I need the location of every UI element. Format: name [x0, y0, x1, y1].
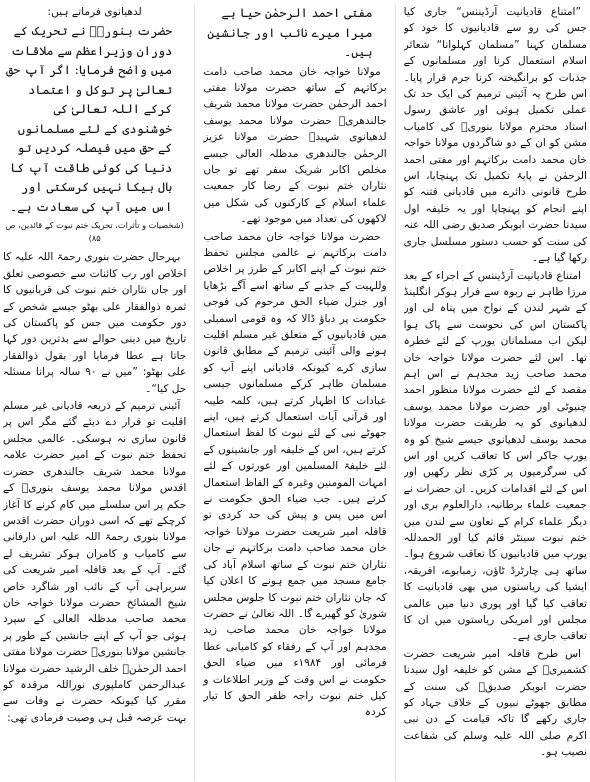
paragraph: اس طرح قافلہ امیر شریعت حضرت کشمیریؒ کے مشن کو خلیفہ اول سیدنا حضرت ابوبکر صدیقؓ کی سنت کے مطابق جھوٹے نبیوں کے خلاف جہاد کو جاری رکھے گا تاکہ قیامت کے دن نبی اکرم صلی اللہ علیہ وسلم کی شفاعت نصیب ہو۔	[403, 647, 587, 759]
paragraph: بہرحال حضرت بنوری رحمۃ اللہ علیہ کا اخلاص اور رب کائنات سے خصوصی تعلق اور جاں نثاران ختم نبوت کی قربانیوں کا ثمرہ ذوالفقار علی بھٹو جیسے شخص کے دور حکومت میں جس کو پاکستان کی تاریخ میں دینی حوالے سے بدترین دور کہا جاتا ہے عطا فرمایا اور بقول ذوالفقار علی بھٹو: ”میں نے ۹۰ سالہ پرانا مسئلہ حل کیا“۔	[3, 251, 187, 395]
lead-in: لدھیانوی فرماتے ہیں:	[47, 6, 142, 18]
paragraph: حضرت مولانا خواجہ خان محمد صاحب دامت برکاتہم نے عالمی مجلس تحفظ ختم نبوت کے اپنے اکابر کے طرز پر اخلاص وللہیت کے جذبے کے ساتھ اسے آگے بڑھایا اور جنرل ضیاء الحق مرحوم کی فوجی حکومت پر دباؤ ڈالا کہ وہ قومی اسمبلی میں قادیانیوں کے متعلق غیر مسلم اقلیت ہونے والی آئینی ترمیم کے مطابق قانون سازی کرے کیونکہ قادیانی اپنے آپ کو مسلمان ظاہر کرکے مسلمانوں جیسی عبادات کا اظہار کرتے ہیں، کلمہ طیبہ اور قرآنی آیات استعمال کرتے ہیں، اپنے جھوٹے نبی کے لئے نبوت کا لفظ استعمال کرتے ہیں، اس کے خلیفہ اور جانشینوں کے لئے خلیفۃ المسلمین اور عورتوں کے لئے امہات المومنین وغیرہ کے الفاظ استعمال کرتے ہیں۔ جب ضیاء الحق حکومت نے اس میں پس و پیش کی حد کردی تو قافلہ امیر شریعت حضرت مولانا خواجہ خان محمد صاحب دامت برکاتہم نے جان نثاران ختم نبوت کے ساتھ اسلام آباد کی جامع مسجد میں جمع ہونے کا اعلان کیا کہ جان نثاران ختم نبوت کا جلوس مجلس شوریٰ کو گھیرے گا۔ اللہ تعالیٰ نے حضرت مولانا خواجہ خان محمد صاحب زید مجدہم اور آپ کے رفقاء کو کامیابی عطا فرمائی اور ۱۹۸۴ء میں ضیاء الحق حکومت نے اس وقت کے وزیر اطلاعات و کیل ختم نبوت راجہ ظفر الحق کا تیار کردہ	[203, 230, 387, 719]
column-middle	[203, 4, 386, 780]
quotation: مفتی احمد الرحمٰن حیا ہے میرا میرے نائب اور جانشین ہیں۔	[207, 6, 373, 59]
column-left	[404, 4, 587, 780]
paragraph: آئینی ترمیم کے ذریعہ قادیانی غیر مسلم اقلیت تو قرار دے دیئے گئے مگر اس پر قانون سازی نہ ہوسکی۔ عالمی مجلس تحفظ ختم نبوت کے امیر حضرت علامہ مولانا محمد شریف جالندھری حضرت اقدس مولانا محمد یوسف بنوریؒ کے حکم پر اس سلسلے میں کام کرنے کا آغاز کرچکے تھے کہ اسی دوران حضرت اقدس مولانا بنوری رحمۃ اللہ علیہ اس دارفانی سے کامیاب و کامران ہوکر تشریف لے گئے۔ آپ کے بعد قافلہ امیر شریعت کی سربراہی آپ کے نائب اور شاگرد خاص شیخ المشائخ حضرت مولانا خواجہ خان محمد صاحب مدظلہ العالی کے سپرد ہوئی جو آپ کے اپنے جانشین کے طور پر جانشین مولانا بنوریؒ حضرت مولانا مفتی احمد الرحمٰنؒ خلف الرشید حضرت مولانا عبدالرحمن کاملپوری نوراللہ مرقدہ کو مقرر کیا کیونکہ حضرت نے وفات سے بہت عرصہ قبل ہی وصیت فرمادی تھی:	[3, 400, 187, 724]
column-divider	[194, 4, 195, 780]
paragraph: مولانا خواجہ خان محمد صاحب دامت برکاتہم کے ساتھ حضرت مولانا مفتی احمد الرحمٰن حضرت مولانا محمد شریف جالندھریؒ حضرت مولانا محمد یوسف لدھیانوی شہیدؒ حضرت مولانا عزیز الرحمٰن جالندھری مدظلہ العالی جیسے مخلص اکابر شریک سفر تھے تو جاں نثاران ختم نبوت کے رضا کار جمعیت علماء اسلام کے کارکنوں کی شکل میں لاکھوں کی تعداد میں موجود تھے۔	[203, 65, 387, 226]
paragraph: امتناع قادیانیت آرڈیننس کے اجراء کے بعد مرزا طاہر نے ربوہ سے فرار ہوکر انگلینڈ کے شہر لندن کے نواح میں پناہ لی اور پاکستان اس کی نحوست سے پاک ہوا لیکن اب مسلمانان یورپ کے لئے خطرہ تھا۔ اس لئے حضرت مولانا خواجہ خان محمد صاحب زید مجدہم نے اس اہم مقصد کے لئے حضرت مولانا منظور احمد چنیوٹی اور حضرت مولانا محمد یوسف لدھیانوی کو یہ طریقت حضرت مولانا محمد یوسف لدھیانوی جیسے شیخ کو وہ یورپ جاکر اس کا تعاقب کریں اور اس کی سرگرمیوں پر کڑی نظر رکھیں اور اس کے لئے اقدامات کریں۔ ان حضرات نے جمعیت علماء برطانیہ، دارالعلوم بری اور دیگر علماء کرام کے تعاون سے لندن میں ختم نبوت سینٹر قائم کیا اور الحمدللہ یورپ میں قادیانیوں کا تعاقب شروع ہوا۔ ساتھ ہی چارٹرڈ ٹاؤن، زمبابوے، افریقہ، ایشیا کی ریاستوں میں بھی قادیانیت کا تعاقب کیا گیا اور پوری دنیا میں عالمی مجلس اور امریکی ریاستوں میں ان کا تعاقب جاری ہے۔	[403, 269, 587, 643]
quotation: حضرت بنوریؒ نے تحریک کے دوران وزیراعظم سے ملاقات میں واضح فرمایا: اگر آپ حق تعالیٰ پر توکل و اعتماد کرکے اللہ تعالیٰ کی خوشنودی کے لئے مسلمانوں کے حق میں فیصلہ کردیں تو دنیا کی کوئی طاقت آپ کا بال بیکا نہیں کرسکتی اور اس میں آپ کی سعادت ہے۔	[6, 24, 173, 214]
paragraph: ”امتناع قادیانیت آرڈیننس“ جاری کیا جس کی رو سے قادیانیوں کا خود کو مسلمان کہنا ”مسلمان کہلوانا“ شعائر اسلام استعمال کرنا اور مسلمانوں کے جذبات کو برانگیختہ کرنا جرم قرار پایا۔ اس طرح یہ آئینی ترمیم کی ایک حد تک عملی تکمیل ہوئی اور عاشق رسول استاد محترم مولانا بنوریؒ کی کامیاب مشن کو ان کے دو شاگردوں مولانا خواجہ خان محمد دامت برکاتہم اور مفتی احمد الرحمٰن نے پایۂ تکمیل تک پہنچایا، اس طرح قانونی دائرے میں قادیانی فتنہ کو اپنے انجام کو پہنچایا اور یہ خلیفہ اول سیدنا حضرت ابوبکر صدیق رضی اللہ عنہ کی سنت کو حسب دستور مسلسل جاری رکھا گیا ہے۔	[403, 6, 587, 265]
citation: (شخصیات و تأثرات، تحریک ختم نبوت کے قائدین، ص ۸۵)	[5, 220, 184, 244]
column-divider	[395, 4, 396, 780]
column-right	[3, 4, 186, 780]
